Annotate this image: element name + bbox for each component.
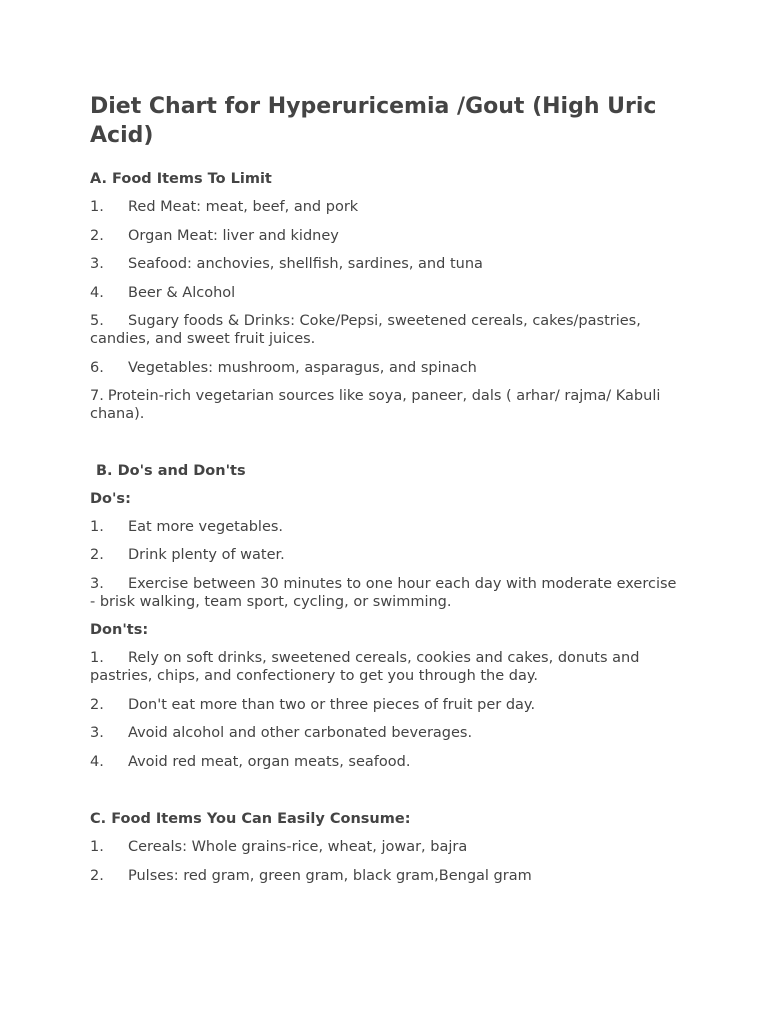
list-item-text: Eat more vegetables. [128, 518, 284, 535]
list-item-text: Protein-rich vegetarian sources like soya, paneer, dals ( arhar/ rajma/ Kabuli chana). [90, 388, 661, 422]
list-item-text: Avoid alcohol and other carbonated beverages. [128, 725, 473, 741]
donts-heading: Don'ts: [90, 622, 149, 638]
list-item [90, 649, 680, 685]
list-item [90, 838, 680, 856]
list-item-text: Drink plenty of water. [128, 547, 285, 563]
list-item [90, 359, 680, 377]
list-item-text: Sugary foods & Drinks: Coke/Pepsi, sweetened cereals, cakes/pastries, candies, and sweet fruit juices. [90, 313, 641, 347]
list-item [90, 546, 680, 564]
list-item-text: Pulses: red gram, green gram, black gram,Bengal gram [128, 867, 532, 884]
list-item-number: 5. [90, 313, 104, 329]
list-item [90, 753, 680, 771]
list-item-number: 1. [90, 199, 104, 215]
section-a-heading: A. Food Items To Limit [90, 171, 272, 187]
list-item-number: 2. [90, 547, 104, 563]
list-item-number: 2. [90, 696, 104, 713]
list-item-text: Organ Meat: liver and kidney [128, 227, 339, 244]
list-item [90, 312, 680, 348]
list-item-text: Don't eat more than two or three pieces of fruit per day. [128, 696, 536, 713]
list-item-number: 3. [90, 725, 104, 741]
list-item [90, 724, 680, 742]
list-item [90, 867, 680, 885]
list-item-number: 3. [90, 256, 104, 272]
list-item [90, 518, 680, 536]
list-item-text: Rely on soft drinks, sweetened cereals, cookies and cakes, donuts and pastries, chips, and confectionery to get you through the day. [90, 650, 640, 684]
list-item-text: Seafood: anchovies, shellfish, sardines, and tuna [128, 256, 483, 272]
list-item-text: Beer & Alcohol [128, 284, 236, 301]
list-item-number: 3. [90, 575, 104, 592]
list-item [90, 227, 680, 245]
list-item [90, 696, 680, 714]
list-item-number: 7. [90, 388, 104, 404]
list-item-number: 6. [90, 359, 104, 376]
list-item-text: Avoid red meat, organ meats, seafood. [128, 753, 411, 770]
section-spacer [90, 434, 680, 462]
list-item [90, 387, 680, 423]
document-title: Diet Chart for Hyperuricemia /Gout (High Uric Acid) [90, 94, 657, 148]
list-item-text: Red Meat: meat, beef, and pork [128, 199, 359, 215]
list-item [90, 198, 680, 216]
list-item-number: 1. [90, 650, 104, 666]
document-page [90, 92, 680, 895]
section-c-heading: C. Food Items You Can Easily Consume: [90, 811, 411, 827]
list-item-text: Cereals: Whole grains-rice, wheat, jowar, bajra [128, 839, 468, 855]
list-item-number: 1. [90, 518, 104, 535]
list-item-text: Exercise between 30 minutes to one hour each day with moderate exercise - brisk walking, team sport, cycling, or swimming. [90, 575, 677, 610]
dos-heading: Do's: [90, 490, 131, 507]
list-item-number: 1. [90, 839, 104, 855]
list-item-number: 2. [90, 867, 104, 884]
list-item [90, 575, 680, 611]
list-item [90, 255, 680, 273]
section-spacer [90, 781, 680, 810]
list-item-number: 4. [90, 753, 104, 770]
list-item [90, 284, 680, 302]
list-item-text: Vegetables: mushroom, asparagus, and spinach [128, 359, 477, 376]
section-b-heading: B. Do's and Don'ts [96, 462, 246, 479]
list-item-number: 4. [90, 284, 104, 301]
list-item-number: 2. [90, 227, 104, 244]
